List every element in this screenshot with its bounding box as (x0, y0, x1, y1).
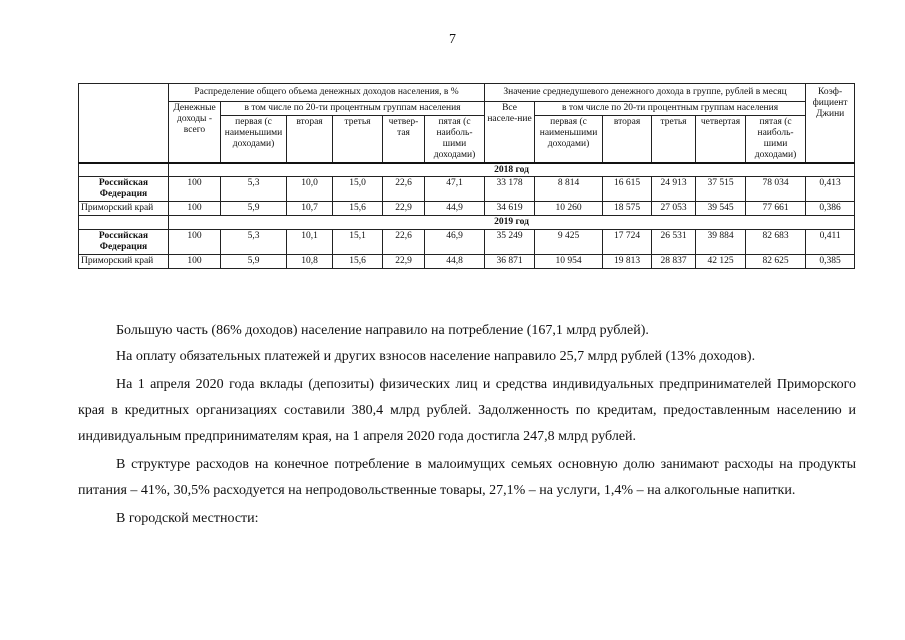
quintile-cell: 5,9 (221, 254, 287, 268)
quintile-cell: 46,9 (425, 230, 485, 255)
quintile-cell: 47,1 (425, 177, 485, 202)
total-cell: 100 (169, 254, 221, 268)
total-cell: 100 (169, 202, 221, 216)
region-name: Приморский край (79, 202, 169, 216)
average-cell: 28 837 (652, 254, 696, 268)
quintile-cell: 10,7 (287, 202, 333, 216)
all-population-header: Все населе-ние (485, 101, 535, 162)
gini-cell: 0,413 (806, 177, 855, 202)
total-cell: 100 (169, 177, 221, 202)
all-population-cell: 33 178 (485, 177, 535, 202)
income-distribution-table (78, 83, 855, 269)
quintile-cell: 10,8 (287, 254, 333, 268)
quintile-1-header: первая (с наименьшими доходами) (221, 115, 287, 162)
body-text (78, 318, 856, 532)
average-cell: 37 515 (696, 177, 746, 202)
paragraph-urban: В городской местности: (116, 511, 259, 526)
table-row (79, 230, 855, 255)
year-label-2018: 2018 год (169, 163, 855, 177)
quintile-avg-3-header: третья (652, 115, 696, 162)
quintile-cell: 15,6 (333, 254, 383, 268)
average-cell: 18 575 (603, 202, 652, 216)
average-cell: 19 813 (603, 254, 652, 268)
quintile-5-header: пятая (с наиболь-шими доходами) (425, 115, 485, 162)
average-cell: 78 034 (746, 177, 806, 202)
all-population-cell: 34 619 (485, 202, 535, 216)
paragraph-consumption: Большую часть (86% доходов) население направило на потребление (167,1 млрд рублей). (116, 323, 649, 338)
paragraph-expenses-structure: В структуре расходов на конечное потребление в малоимущих семьях основную долю занимают расходы на продукты питания – 41%, 30,5% расходуется на непродовольственные товары, 27,1% – на услуги, 1,4% – на алкогольные напитки. (78, 457, 856, 498)
quintile-3-header: третья (333, 115, 383, 162)
average-cell: 24 913 (652, 177, 696, 202)
average-cell: 82 683 (746, 230, 806, 255)
gini-cell: 0,411 (806, 230, 855, 255)
table-row (79, 202, 855, 216)
all-population-cell: 36 871 (485, 254, 535, 268)
quintile-cell: 22,6 (383, 230, 425, 255)
average-cell: 27 053 (652, 202, 696, 216)
average-cell: 10 260 (535, 202, 603, 216)
table-row (79, 177, 855, 202)
table-row (79, 254, 855, 268)
quintile-avg-1-header: первая (с наименьшими доходами) (535, 115, 603, 162)
page-number: 7 (449, 32, 456, 47)
money-income-total-header: Денежные доходы - всего (169, 101, 221, 162)
gini-cell: 0,385 (806, 254, 855, 268)
quintile-cell: 5,3 (221, 230, 287, 255)
year-row-spacer (79, 163, 169, 177)
quintile-cell: 15,0 (333, 177, 383, 202)
average-cell: 77 661 (746, 202, 806, 216)
quintile-cell: 5,3 (221, 177, 287, 202)
total-cell: 100 (169, 230, 221, 255)
year-label-2019: 2019 год (169, 216, 855, 230)
quintile-cell: 22,9 (383, 202, 425, 216)
quintiles-average-header: в том числе по 20-ти процентным группам населения (535, 101, 806, 115)
gini-header: Коэф-фициент Джини (806, 84, 855, 163)
average-cell: 9 425 (535, 230, 603, 255)
quintile-cell: 15,6 (333, 202, 383, 216)
paragraph-payments: На оплату обязательных платежей и других взносов население направило 25,7 млрд рублей (13% доходов). (116, 349, 756, 364)
average-cell: 8 814 (535, 177, 603, 202)
paragraph-deposits: На 1 апреля 2020 года вклады (депозиты) физических лиц и средства индивидуальных предпринимателей Приморского края в кредитных организациях составили 380,4 млрд рублей. Задолженность по кредитам, предоставленным населению и индивидуальным предпринимателям края, на 1 апреля 2020 года достигла 247,8 млрд рублей. (78, 377, 856, 444)
quintile-cell: 5,9 (221, 202, 287, 216)
distribution-group-header: Распределение общего объема денежных доходов населения, в % (169, 84, 485, 102)
quintile-avg-5-header: пятая (с наиболь-шими доходами) (746, 115, 806, 162)
all-population-cell: 35 249 (485, 230, 535, 255)
quintile-avg-2-header: вторая (603, 115, 652, 162)
quintiles-distribution-header: в том числе по 20-ти процентным группам населения (221, 101, 485, 115)
average-cell: 16 615 (603, 177, 652, 202)
region-name: Российская Федерация (79, 177, 169, 202)
quintile-cell: 22,6 (383, 177, 425, 202)
quintile-2-header: вторая (287, 115, 333, 162)
average-cell: 26 531 (652, 230, 696, 255)
quintile-avg-4-header: четвертая (696, 115, 746, 162)
average-cell: 39 545 (696, 202, 746, 216)
average-cell: 82 625 (746, 254, 806, 268)
average-cell: 39 884 (696, 230, 746, 255)
gini-cell: 0,386 (806, 202, 855, 216)
quintile-cell: 10,0 (287, 177, 333, 202)
average-cell: 17 724 (603, 230, 652, 255)
quintile-cell: 44,8 (425, 254, 485, 268)
region-header-empty (79, 84, 169, 163)
quintile-cell: 22,9 (383, 254, 425, 268)
year-row-spacer (79, 216, 169, 230)
region-name: Приморский край (79, 254, 169, 268)
region-name: Российская Федерация (79, 230, 169, 255)
income-distribution-table-wrap (78, 83, 854, 269)
quintile-4-header: четвер-тая (383, 115, 425, 162)
average-income-group-header: Значение среднедушевого денежного дохода в группе, рублей в месяц (485, 84, 806, 102)
average-cell: 42 125 (696, 254, 746, 268)
quintile-cell: 44,9 (425, 202, 485, 216)
quintile-cell: 10,1 (287, 230, 333, 255)
quintile-cell: 15,1 (333, 230, 383, 255)
average-cell: 10 954 (535, 254, 603, 268)
